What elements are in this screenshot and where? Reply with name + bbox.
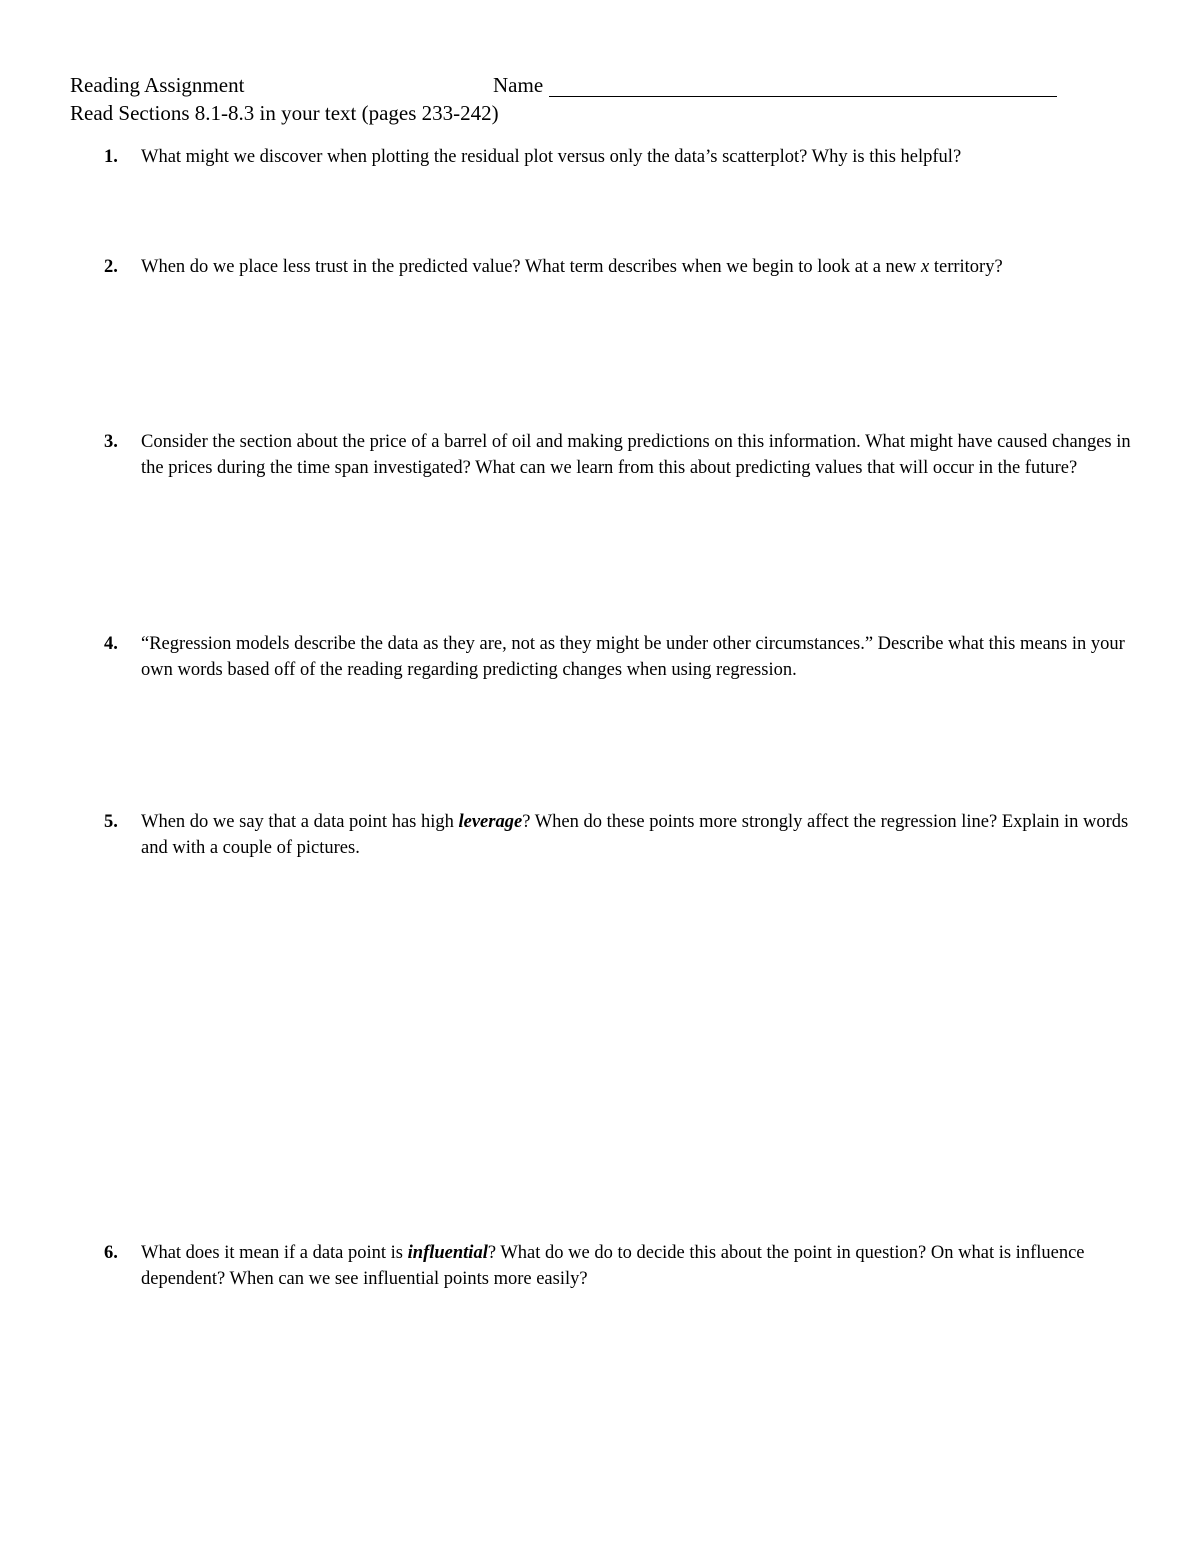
question-text-part: ? What do we do to decide this about the point in question? On what is influence dependent? When can we see influential points more easily? [141, 1243, 1085, 1289]
name-blank-line [549, 96, 1057, 97]
question-2 [104, 255, 1144, 281]
question-5 [104, 810, 1144, 861]
name-label: Name [493, 73, 544, 97]
question-3 [104, 430, 1144, 481]
emphasized-term: leverage [458, 812, 523, 832]
question-text-part: When do we say that a data point has high [141, 812, 459, 832]
italic-variable: x [921, 257, 930, 277]
question-number: 3. [104, 432, 118, 452]
question-text: Consider the section about the price of a barrel of oil and making predictions on this information. What might have caused changes in the prices during the time span investigated? What can we learn from this about predicting values that will occur in the future? [141, 432, 1131, 478]
question-text [141, 1241, 1144, 1292]
question-number: 4. [104, 634, 118, 654]
question-1 [104, 145, 1144, 171]
question-text [141, 255, 1144, 281]
assignment-title: Reading Assignment [70, 73, 245, 97]
question-text: What might we discover when plotting the residual plot versus only the data’s scatterplot? Why is this helpful? [141, 147, 962, 167]
question-text: “Regression models describe the data as they are, not as they might be under other circumstances.” Describe what this means in your own words based off of the reading regarding predicting changes when using regression. [141, 634, 1125, 680]
question-4 [104, 632, 1144, 683]
question-number: 5. [104, 812, 118, 832]
question-text [141, 810, 1144, 861]
question-text-part: When do we place less trust in the predicted value? What term describes when we begin to look at a new [141, 257, 921, 277]
emphasized-term: influential [407, 1243, 488, 1263]
reading-instructions: Read Sections 8.1-8.3 in your text (pages 233-242) [70, 101, 499, 125]
question-number: 1. [104, 147, 118, 167]
question-text-part: ? When do these points more strongly affect the regression line? Explain in words and with a couple of pictures. [141, 812, 1129, 858]
question-number: 2. [104, 257, 118, 277]
question-text-part: What does it mean if a data point is [141, 1243, 408, 1263]
question-number: 6. [104, 1243, 118, 1263]
question-6 [104, 1241, 1144, 1292]
question-text-part: territory? [929, 257, 1003, 277]
